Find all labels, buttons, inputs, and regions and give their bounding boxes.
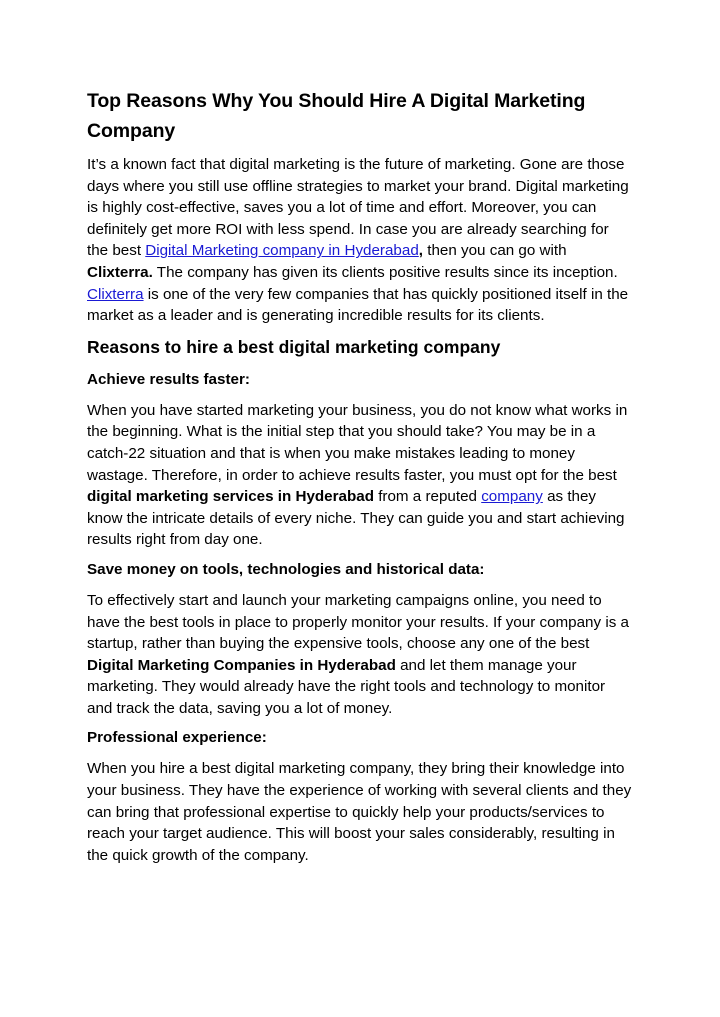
subheading-professional-experience: Professional experience: [87, 729, 267, 747]
paragraph-save-money [87, 590, 633, 720]
subheading-results-faster: Achieve results faster: [87, 370, 250, 388]
paragraph-results-faster [87, 400, 633, 551]
intro-text-2: then you can go with [423, 242, 567, 260]
save-money-text-2: and let them manage your marketing. They would already have the right tools and technology to monitor and track the data, saving you a lot of money. [87, 656, 606, 717]
subheading-save-money: Save money on tools, technologies and historical data: [87, 560, 485, 578]
intro-text-3: The company has given its clients positive results since its inception. [152, 263, 618, 281]
results-text-1: When you have started marketing your business, you do not know what works in the beginning. What is the initial step that you should take? You may be in a catch-22 situation and that is when you make mistakes leading to money wastage. Therefore, in order to achieve results faster, you must opt for the best [87, 401, 628, 484]
save-money-text-1: To effectively start and launch your marketing campaigns online, you need to have the best tools in place to properly monitor your results. If your company is a startup, rather than buying the expensive tools, choose any one of the best [87, 591, 629, 653]
document-body [87, 86, 633, 874]
intro-text-4: is one of the very few companies that has quickly positioned itself in the market as a leader and is generating incredible results for its clients. [87, 285, 629, 325]
paragraph-professional-experience [87, 758, 633, 866]
intro-comma: , [418, 242, 424, 260]
results-text-3: as they know the intricate details of every niche. They can guide you and start achieving results right from day one. [87, 488, 625, 549]
intro-paragraph [87, 154, 633, 327]
brand-name: Clixterra. [87, 263, 153, 281]
experience-text: When you hire a best digital marketing company, they bring their knowledge into your business. They have the experience of working with several clients and they can bring that professional expertise to quickly help your products/services to reach your target audience. This will boost your sales considerably, resulting in the quick growth of the company. [87, 760, 632, 864]
intro-text-1: It’s a known fact that digital marketing is the future of marketing. Gone are those days where you still use offline strategies to market your brand. Digital marketing is highly cost-effective, saves you a lot of time and effort. Moreover, you can definitely get more ROI with less spend. In case you are already searching for the best [87, 156, 629, 260]
digital-marketing-hyderabad-link[interactable]: Digital Marketing company in Hyderabad [145, 242, 419, 260]
company-link[interactable]: company [481, 488, 543, 506]
page-title: Top Reasons Why You Should Hire A Digital Marketing Company [87, 90, 586, 142]
results-text-2: from a reputed [373, 488, 482, 506]
clixterra-link[interactable]: Clixterra [87, 285, 144, 303]
results-bold-phrase: digital marketing services in Hyderabad [87, 488, 374, 506]
save-money-bold-phrase: Digital Marketing Companies in Hyderabad [87, 656, 396, 674]
section-heading: Reasons to hire a best digital marketing company [87, 336, 501, 357]
